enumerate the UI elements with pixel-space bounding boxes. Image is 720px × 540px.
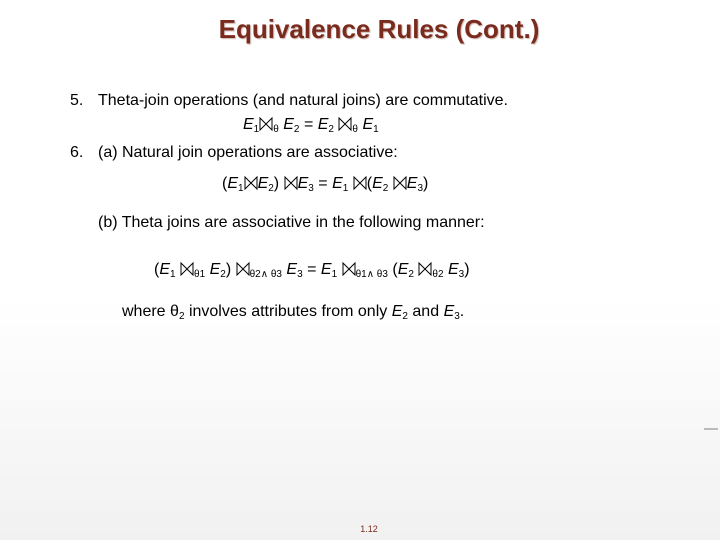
paren: ( bbox=[154, 261, 160, 278]
bowtie-join-icon bbox=[180, 262, 194, 276]
subscript: 1 bbox=[253, 124, 260, 135]
relation-e: E bbox=[362, 116, 374, 133]
rule-5-text: Theta-join operations (and natural joins) are commutative. bbox=[98, 92, 508, 109]
relation-e: E bbox=[320, 261, 332, 278]
equals-sign: = bbox=[303, 116, 314, 133]
rule-6a-text: (a) Natural join operations are associative: bbox=[98, 144, 398, 161]
bowtie-join-icon bbox=[338, 117, 352, 131]
subscript: 1 bbox=[331, 269, 338, 280]
bowtie-join-icon bbox=[244, 176, 258, 190]
subscript: 2 bbox=[178, 311, 185, 322]
relation-e: E bbox=[317, 116, 329, 133]
period: . bbox=[459, 303, 465, 320]
rule-6b-text: (b) Theta joins are associative in the following manner: bbox=[98, 214, 485, 231]
subscript: 2 bbox=[402, 311, 408, 322]
subscript: 2 bbox=[408, 269, 414, 280]
subscript: 2 bbox=[268, 183, 274, 194]
paren: ( bbox=[392, 261, 398, 278]
relation-e: E bbox=[257, 175, 269, 192]
relation-e: E bbox=[443, 303, 455, 320]
theta-subscript: θ bbox=[352, 124, 358, 135]
relation-e: E bbox=[209, 261, 221, 278]
theta-subscript: θ1∧ θ3 bbox=[355, 269, 388, 280]
subscript: 1 bbox=[238, 183, 244, 194]
bowtie-join-icon bbox=[284, 176, 298, 190]
bowtie-join-icon bbox=[353, 176, 367, 190]
where-word: where bbox=[122, 303, 166, 320]
subscript: 2 bbox=[293, 124, 300, 135]
relation-e: E bbox=[159, 261, 170, 278]
relation-e: E bbox=[227, 175, 238, 192]
subscript: 3 bbox=[454, 311, 460, 322]
paren: ) bbox=[273, 175, 280, 192]
subscript: 3 bbox=[308, 183, 314, 194]
equals-sign: = bbox=[307, 261, 317, 278]
slide-page-number: 1.12 bbox=[360, 524, 378, 534]
paren: ) bbox=[225, 261, 232, 278]
subscript: 3 bbox=[417, 183, 423, 194]
theta-subscript: θ2∧ θ3 bbox=[249, 269, 282, 280]
equals-sign: = bbox=[318, 175, 328, 192]
relation-e: E bbox=[372, 175, 383, 192]
rule-6-number: 6. bbox=[70, 144, 84, 161]
bowtie-join-icon bbox=[393, 176, 407, 190]
relation-e: E bbox=[406, 175, 418, 192]
relation-e: E bbox=[283, 116, 294, 133]
rule-5-formula bbox=[243, 116, 379, 135]
rule-6a-formula bbox=[222, 175, 428, 194]
relation-e: E bbox=[297, 175, 309, 192]
subscript: 2 bbox=[328, 124, 334, 135]
theta-subscript: θ1 bbox=[194, 269, 206, 280]
slide-edge-mark bbox=[704, 428, 718, 430]
relation-e: E bbox=[243, 116, 254, 133]
paren: ) bbox=[464, 261, 470, 278]
bowtie-join-icon bbox=[418, 262, 432, 276]
relation-e: E bbox=[447, 261, 459, 278]
bowtie-join-icon bbox=[236, 262, 250, 276]
bowtie-join-icon bbox=[259, 117, 273, 131]
relation-e: E bbox=[332, 175, 343, 192]
rule-6b-formula bbox=[154, 261, 470, 280]
subscript: 3 bbox=[297, 269, 303, 280]
subscript: 3 bbox=[458, 269, 465, 280]
bowtie-join-icon bbox=[342, 262, 356, 276]
rule-6b-where-clause bbox=[122, 303, 464, 322]
paren: ( bbox=[222, 175, 228, 192]
theta-subscript: θ bbox=[273, 124, 279, 135]
where-text: involves attributes from only bbox=[188, 303, 388, 320]
subscript: 1 bbox=[373, 124, 379, 135]
relation-e: E bbox=[397, 261, 409, 278]
paren: ) bbox=[423, 175, 429, 192]
subscript: 2 bbox=[220, 269, 226, 280]
slide-title: Equivalence Rules (Cont.) bbox=[218, 14, 540, 44]
subscript: 2 bbox=[382, 183, 389, 194]
paren: ( bbox=[366, 175, 373, 192]
and-word: and bbox=[412, 303, 440, 320]
rule-5-number: 5. bbox=[70, 92, 84, 109]
subscript: 1 bbox=[170, 269, 176, 280]
subscript: 1 bbox=[342, 183, 349, 194]
theta-symbol: θ bbox=[170, 303, 179, 320]
relation-e: E bbox=[286, 261, 298, 278]
relation-e: E bbox=[391, 303, 403, 320]
theta-subscript: θ2 bbox=[432, 269, 444, 280]
